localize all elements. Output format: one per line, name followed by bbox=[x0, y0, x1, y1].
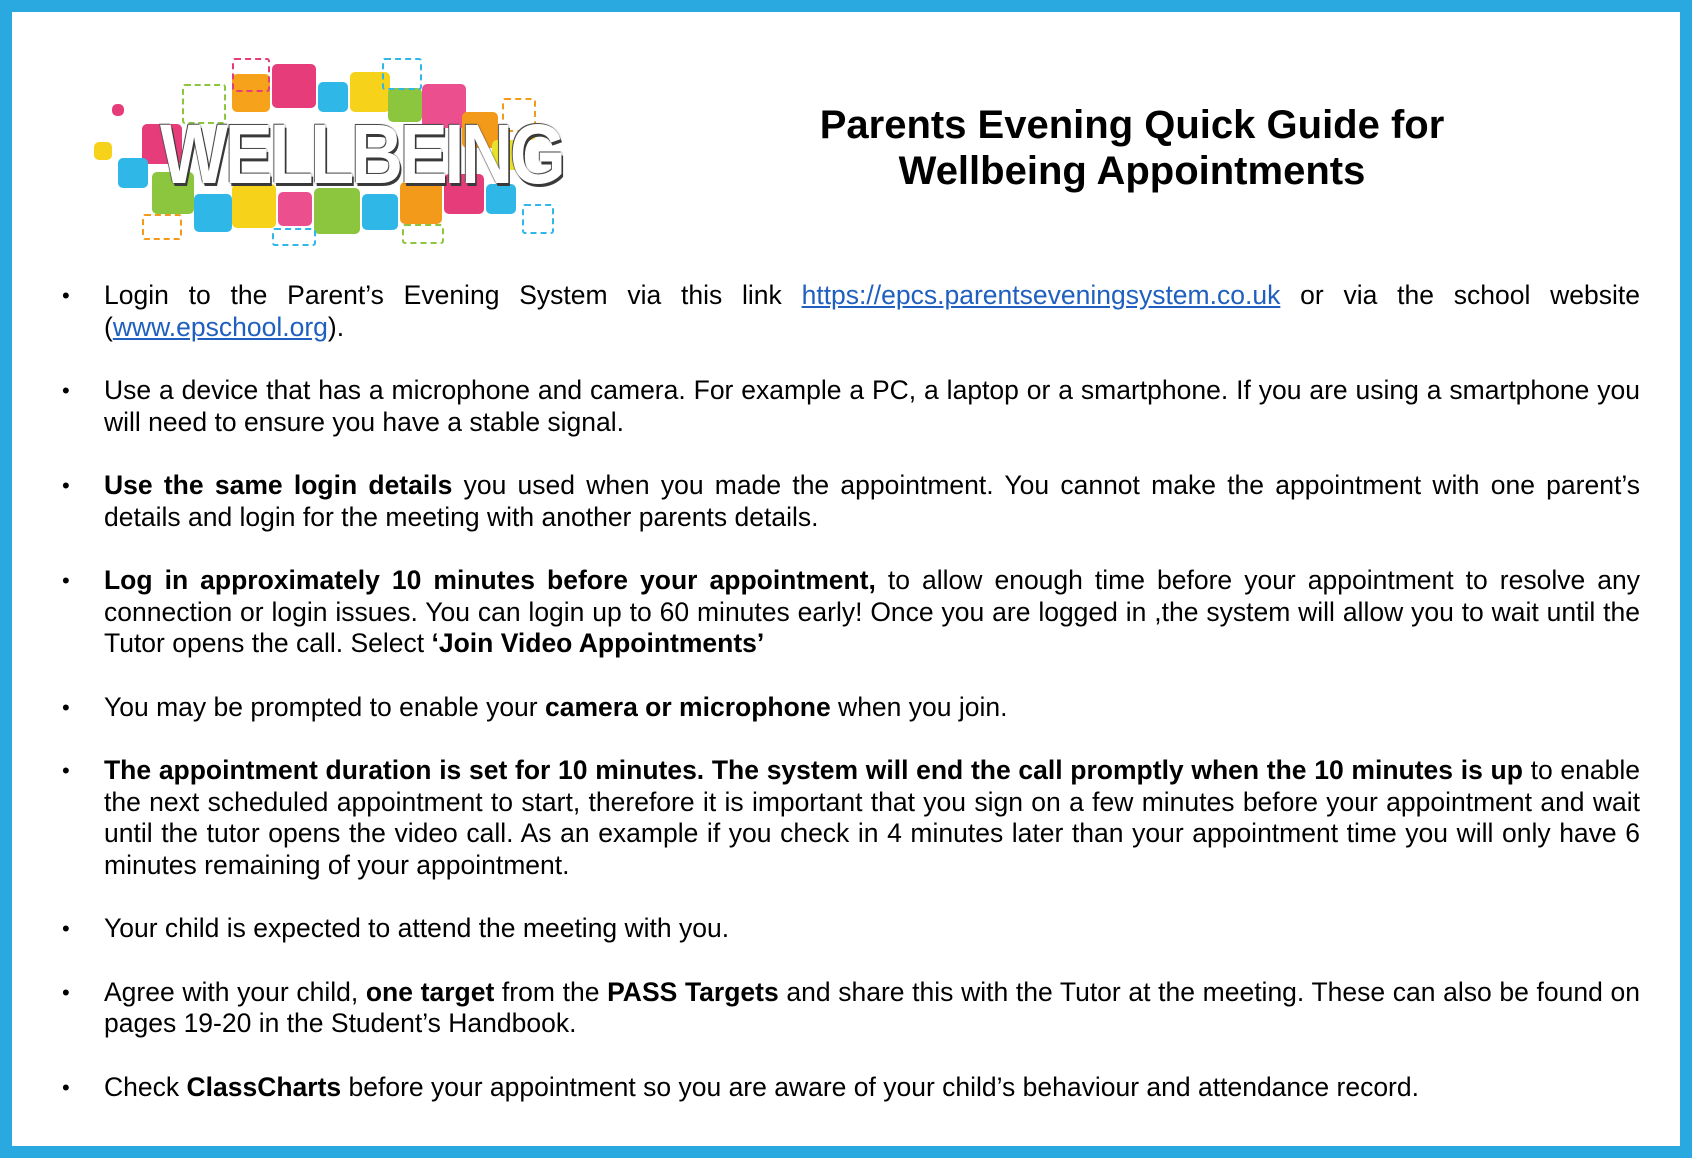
title-line-2: Wellbeing Appointments bbox=[898, 149, 1366, 193]
item-bold-text: Log in approximately 10 minutes before your appointment, bbox=[104, 565, 876, 595]
item-text: Login to the Parent’s Evening System via this link bbox=[104, 280, 802, 310]
item-bold-text: ClassCharts bbox=[186, 1071, 342, 1102]
item-text: you used when you made the appointment. You cannot make the appointment with one parent’s details and login for the meeting with another parents details. bbox=[104, 470, 1640, 532]
title-line-1: Parents Evening Quick Guide for bbox=[819, 103, 1445, 147]
list-item-login-link bbox=[60, 280, 1640, 343]
wellbeing-logo bbox=[82, 54, 572, 244]
item-bold-text: The appointment duration is set for 10 minutes. The system will end the call promptly when the 10 minutes is up bbox=[104, 755, 1523, 785]
list-item-device bbox=[60, 375, 1640, 438]
logo-text: WELLBEING bbox=[160, 107, 563, 201]
item-text: or via the school website ( bbox=[104, 280, 1640, 342]
list-item-log-in-early bbox=[60, 565, 1640, 660]
list-item-duration bbox=[60, 755, 1640, 881]
list-item-camera bbox=[60, 692, 1640, 724]
item-bold-text: ‘Join Video Appointments’ bbox=[431, 628, 765, 658]
item-text: Use a device that has a microphone and camera. For example a PC, a laptop or a smartphone. If you are using a smartphone you will need to ensure you have a stable signal. bbox=[104, 375, 1640, 437]
list-item-child-attend bbox=[60, 913, 1640, 945]
list-item-target bbox=[60, 977, 1640, 1040]
item-text: from the bbox=[494, 976, 608, 1007]
school-website-link[interactable]: www.epschool.org bbox=[112, 311, 328, 342]
item-text: Check bbox=[104, 1071, 187, 1102]
item-text: Your child is expected to attend the meeting with you. bbox=[104, 913, 730, 943]
item-bold-text: camera or microphone bbox=[544, 691, 831, 722]
item-text: You may be prompted to enable your bbox=[104, 691, 545, 722]
item-bold-text: PASS Targets bbox=[607, 976, 779, 1007]
item-text: Agree with your child, bbox=[104, 976, 366, 1007]
list-item-login-details bbox=[60, 470, 1640, 533]
item-text: to enable the next scheduled appointment to start, therefore it is important that you sign on a few minutes before your appointment and wait until the tutor opens the video call. As an example if you check in 4 minutes later than your appointment time you will only have 6 minutes remaining of your appointment. bbox=[104, 755, 1641, 880]
page-title bbox=[772, 102, 1492, 194]
list-item-classcharts bbox=[60, 1072, 1640, 1104]
item-text: and share this with the Tutor at the meeting. These can also be found on pages 19-20 in the Student’s Handbook. bbox=[104, 976, 1640, 1038]
item-text: to allow enough time before your appointment to resolve any connection or login issues. You can login up to 60 minutes early! Once you are logged in ,the system will allow you to wait until the Tutor opens the call. Select bbox=[104, 565, 1640, 658]
guide-list bbox=[60, 280, 1640, 1135]
item-bold-text: Use the same login details bbox=[104, 470, 453, 500]
item-text: ). bbox=[327, 311, 345, 342]
parents-evening-link[interactable]: https://epcs.parentseveningsystem.co.uk bbox=[801, 280, 1281, 310]
item-text: before your appointment so you are aware of your child’s behaviour and attendance record. bbox=[341, 1071, 1419, 1102]
item-bold-text: one target bbox=[365, 976, 495, 1007]
item-text: when you join. bbox=[830, 691, 1008, 722]
